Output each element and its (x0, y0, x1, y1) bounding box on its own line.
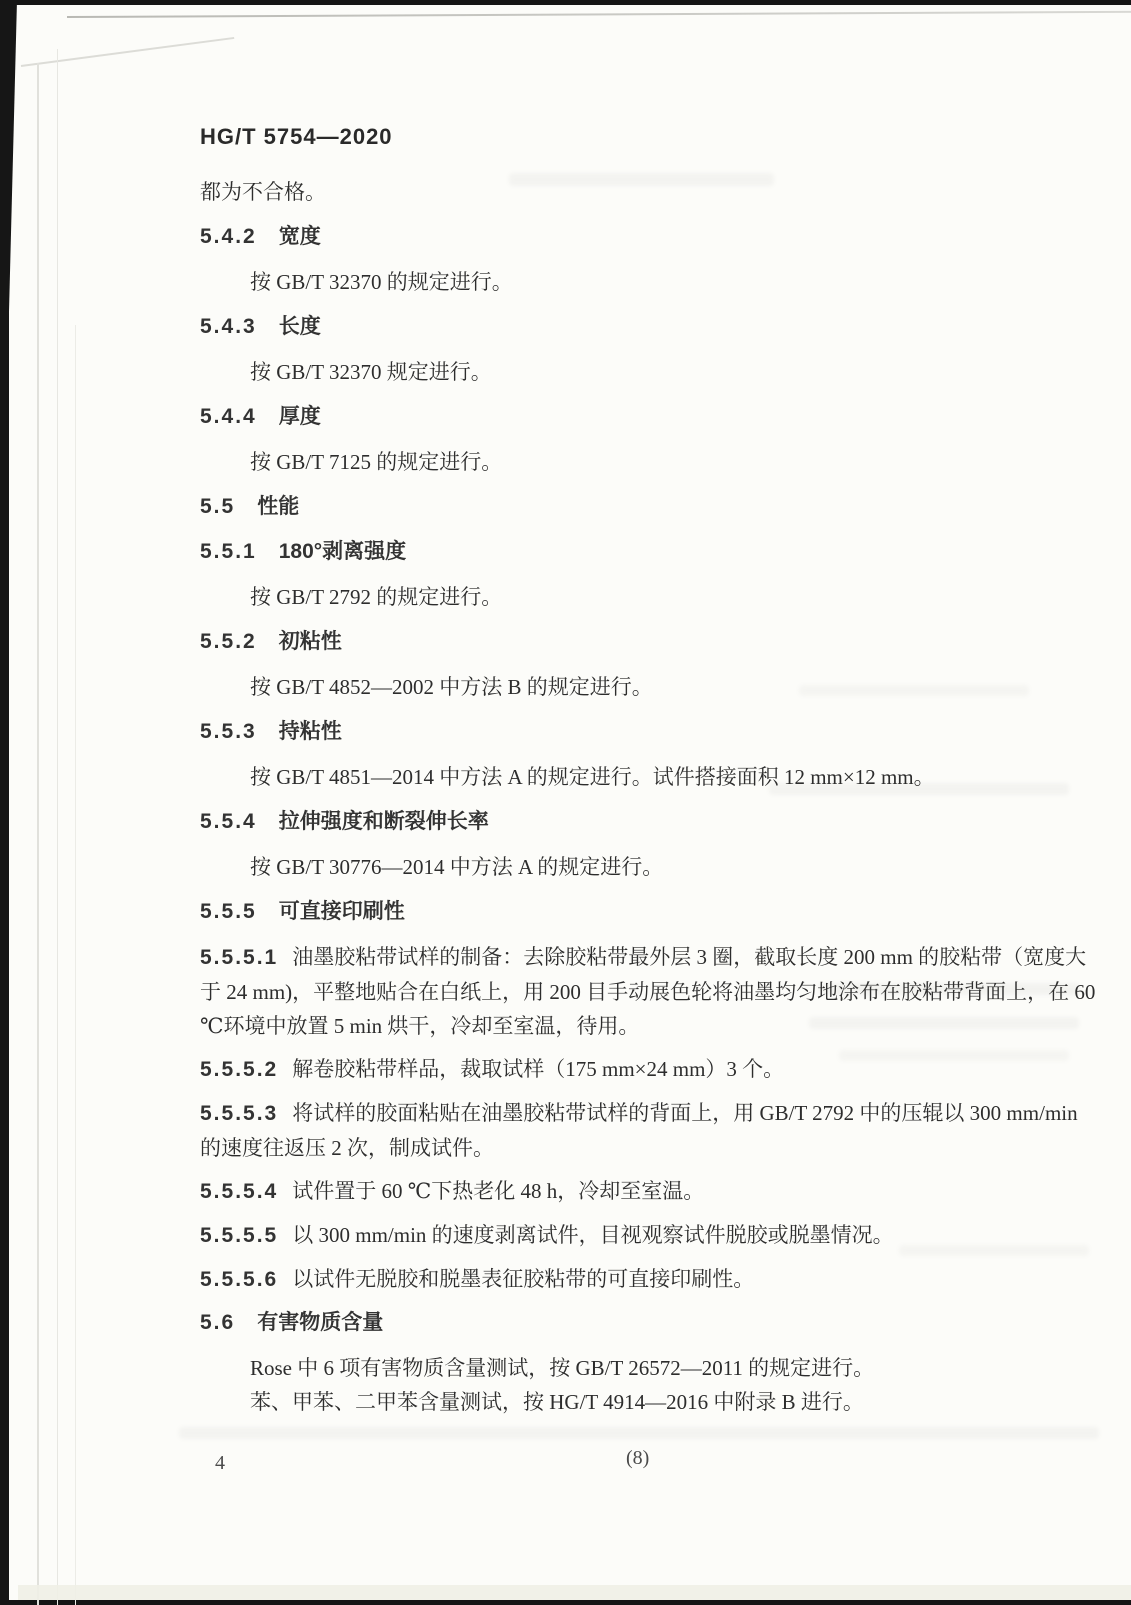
paragraph: 按 GB/T 4851—2014 中方法 A 的规定进行。试件搭接面积 12 mm×12 mm。 (250, 765, 935, 789)
paper-stack-corner (21, 37, 234, 67)
paper-edge-line (37, 63, 39, 1605)
section-title: 可直接印刷性 (278, 900, 405, 923)
clause-number: 5.5.5.1 (200, 946, 279, 969)
numbered-clause (200, 1218, 1098, 1253)
section-number: 5.4.4 (200, 405, 257, 428)
numbered-clause (200, 1096, 1098, 1165)
section-title: 厚度 (278, 405, 321, 428)
clause-text: 解卷胶粘带样品，裁取试样（175 mm×24 mm）3 个。 (292, 1057, 785, 1081)
section-number: 5.4.2 (200, 225, 257, 248)
section-title: 宽度 (278, 225, 321, 248)
section-heading (200, 715, 1098, 749)
page-edge-line (67, 10, 1131, 18)
clause-number: 5.5.5.5 (200, 1224, 279, 1247)
numbered-clause (200, 1262, 1098, 1297)
clause-number: 5.5.5.4 (200, 1180, 279, 1203)
paper-edge-line (75, 325, 76, 1605)
paper-edge-line (57, 49, 58, 1605)
standard-number-header: HG/T 5754—2020 (200, 124, 393, 149)
section-number: 5.5 (200, 495, 236, 518)
paragraph: 按 GB/T 32370 规定进行。 (250, 360, 492, 384)
section-heading (200, 805, 1098, 839)
section-title: 持粘性 (278, 720, 342, 743)
clause-number: 5.5.5.2 (200, 1058, 279, 1081)
content-blocks (200, 175, 1098, 1419)
numbered-clause (200, 1174, 1098, 1209)
footer-page-number: 4 (215, 1452, 225, 1474)
section-number: 5.5.5 (200, 900, 257, 923)
section-title: 拉伸强度和断裂伸长率 (278, 810, 489, 833)
section-title: 180°剥离强度 (278, 540, 407, 563)
paragraph: 都为不合格。 (200, 180, 326, 204)
section-heading (200, 535, 1098, 569)
footer-page-number-alt: (8) (626, 1447, 650, 1469)
clause-text: 将试样的胶面粘贴在油墨胶粘带试样的背面上，用 GB/T 2792 中的压辊以 300 mm/min 的速度往返压 2 次，制成试件。 (200, 1101, 1078, 1160)
paragraph: 按 GB/T 4852—2002 中方法 B 的规定进行。 (250, 675, 653, 699)
section-number: 5.5.3 (200, 720, 257, 743)
section-heading (200, 1306, 1098, 1340)
section-heading (200, 310, 1098, 344)
section-heading (200, 400, 1098, 434)
section-number: 5.5.1 (200, 540, 257, 563)
paragraph-line: Rose 中 6 项有害物质含量测试，按 GB/T 26572—2011 的规定进行。 (250, 1356, 875, 1380)
clause-text: 油墨胶粘带试样的制备：去除胶粘带最外层 3 圈，截取长度 200 mm 的胶粘带（宽度大于 24 mm)，平整地贴合在白纸上，用 200 目手动展色轮将油墨均匀地涂布在胶粘带背面上，在 60 ℃环境中放置 5 min 烘干，冷却至室温，待用。 (200, 945, 1096, 1038)
document-content (200, 122, 1098, 1430)
section-heading (200, 625, 1098, 659)
paragraph-line: 苯、甲苯、二甲苯含量测试，按 HG/T 4914—2016 中附录 B 进行。 (250, 1390, 864, 1414)
paragraph: 按 GB/T 2792 的规定进行。 (250, 585, 503, 609)
section-title: 长度 (278, 315, 321, 338)
section-title: 初粘性 (278, 630, 342, 653)
scan-bottom-shade (18, 1585, 1131, 1600)
section-heading (200, 220, 1098, 254)
clause-text: 以试件无脱胶和脱墨表征胶粘带的可直接印刷性。 (292, 1267, 755, 1291)
numbered-clause (200, 1052, 1098, 1087)
section-title: 有害物质含量 (257, 1311, 384, 1334)
section-number: 5.6 (200, 1311, 236, 1334)
section-title: 性能 (257, 495, 300, 518)
section-number: 5.5.2 (200, 630, 257, 653)
paragraph: 按 GB/T 32370 的规定进行。 (250, 270, 513, 294)
clause-text: 以 300 mm/min 的速度剥离试件，目视观察试件脱胶或脱墨情况。 (292, 1223, 894, 1247)
section-number: 5.5.4 (200, 810, 257, 833)
paragraph (200, 1351, 1098, 1419)
clause-number: 5.5.5.3 (200, 1102, 279, 1125)
clause-number: 5.5.5.6 (200, 1268, 279, 1291)
paragraph: 按 GB/T 7125 的规定进行。 (250, 450, 503, 474)
paragraph: 按 GB/T 30776—2014 中方法 A 的规定进行。 (250, 855, 664, 879)
section-heading (200, 895, 1098, 929)
section-number: 5.4.3 (200, 315, 257, 338)
clause-text: 试件置于 60 ℃下热老化 48 h，冷却至室温。 (292, 1179, 705, 1203)
numbered-clause (200, 940, 1098, 1043)
section-heading (200, 490, 1098, 524)
